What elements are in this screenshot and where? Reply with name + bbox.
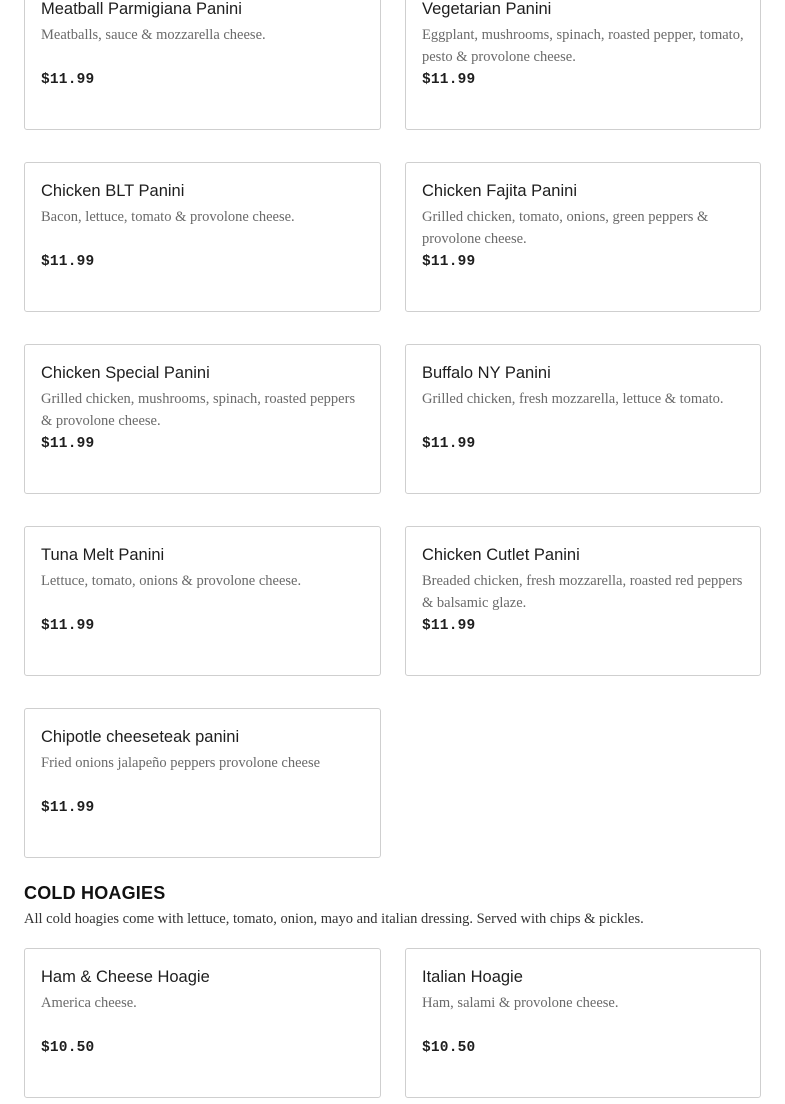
item-price: $11.99 xyxy=(422,618,476,634)
item-price: $11.99 xyxy=(422,436,476,452)
menu-item-card[interactable] xyxy=(24,0,381,130)
menu-item-card[interactable] xyxy=(24,526,381,676)
item-name: Italian Hoagie xyxy=(422,968,523,986)
item-description: America cheese. xyxy=(41,995,137,1011)
item-name: Chicken BLT Panini xyxy=(41,182,185,200)
item-name: Chicken Fajita Panini xyxy=(422,182,577,200)
item-description: Grilled chicken, tomato, onions, green peppers & provolone cheese. xyxy=(422,209,709,247)
item-price: $11.99 xyxy=(41,800,95,816)
panini-menu-grid xyxy=(24,0,761,858)
item-description: Breaded chicken, fresh mozzarella, roasted red peppers & balsamic glaze. xyxy=(422,573,743,611)
menu-item-card[interactable] xyxy=(405,162,761,312)
item-name: Chicken Cutlet Panini xyxy=(422,546,580,564)
item-description: Meatballs, sauce & mozzarella cheese. xyxy=(41,27,266,43)
item-description: Fried onions jalapeño peppers provolone cheese xyxy=(41,755,321,771)
item-description: Lettuce, tomato, onions & provolone cheese. xyxy=(41,573,302,589)
menu-item-card[interactable] xyxy=(405,948,761,1098)
menu-item-card[interactable] xyxy=(405,0,761,130)
item-description: Grilled chicken, mushrooms, spinach, roasted peppers & provolone cheese. xyxy=(41,391,356,429)
menu-item-card[interactable] xyxy=(405,344,761,494)
item-name: Tuna Melt Panini xyxy=(41,546,165,564)
item-price: $11.99 xyxy=(422,254,476,270)
menu-item-card[interactable] xyxy=(24,948,381,1098)
item-price: $11.99 xyxy=(41,436,95,452)
item-description: Ham, salami & provolone cheese. xyxy=(422,995,619,1011)
item-name: Ham & Cheese Hoagie xyxy=(41,968,210,986)
section-description: All cold hoagies come with lettuce, tomato, onion, mayo and italian dressing. Served with chips & pickles. xyxy=(24,911,644,927)
item-description: Eggplant, mushrooms, spinach, roasted pepper, tomato, pesto & provolone cheese. xyxy=(422,27,744,65)
item-name: Chicken Special Panini xyxy=(41,364,210,382)
item-description: Bacon, lettuce, tomato & provolone cheese. xyxy=(41,209,295,225)
menu-item-card[interactable] xyxy=(24,162,381,312)
item-price: $10.50 xyxy=(41,1040,95,1056)
item-price: $11.99 xyxy=(41,254,95,270)
item-price: $11.99 xyxy=(41,618,95,634)
menu-item-card[interactable] xyxy=(405,526,761,676)
item-description: Grilled chicken, fresh mozzarella, lettuce & tomato. xyxy=(422,391,724,407)
item-price: $11.99 xyxy=(422,72,476,88)
menu-item-card[interactable] xyxy=(24,708,381,858)
item-name: Meatball Parmigiana Panini xyxy=(41,0,242,18)
item-name: Vegetarian Panini xyxy=(422,0,552,18)
item-name: Buffalo NY Panini xyxy=(422,364,551,382)
item-price: $10.50 xyxy=(422,1040,476,1056)
item-price: $11.99 xyxy=(41,72,95,88)
section-title: COLD HOAGIES xyxy=(24,883,166,903)
menu-item-card[interactable] xyxy=(24,344,381,494)
item-name: Chipotle cheeseteak panini xyxy=(41,728,240,746)
cold-hoagies-grid xyxy=(24,948,761,1098)
